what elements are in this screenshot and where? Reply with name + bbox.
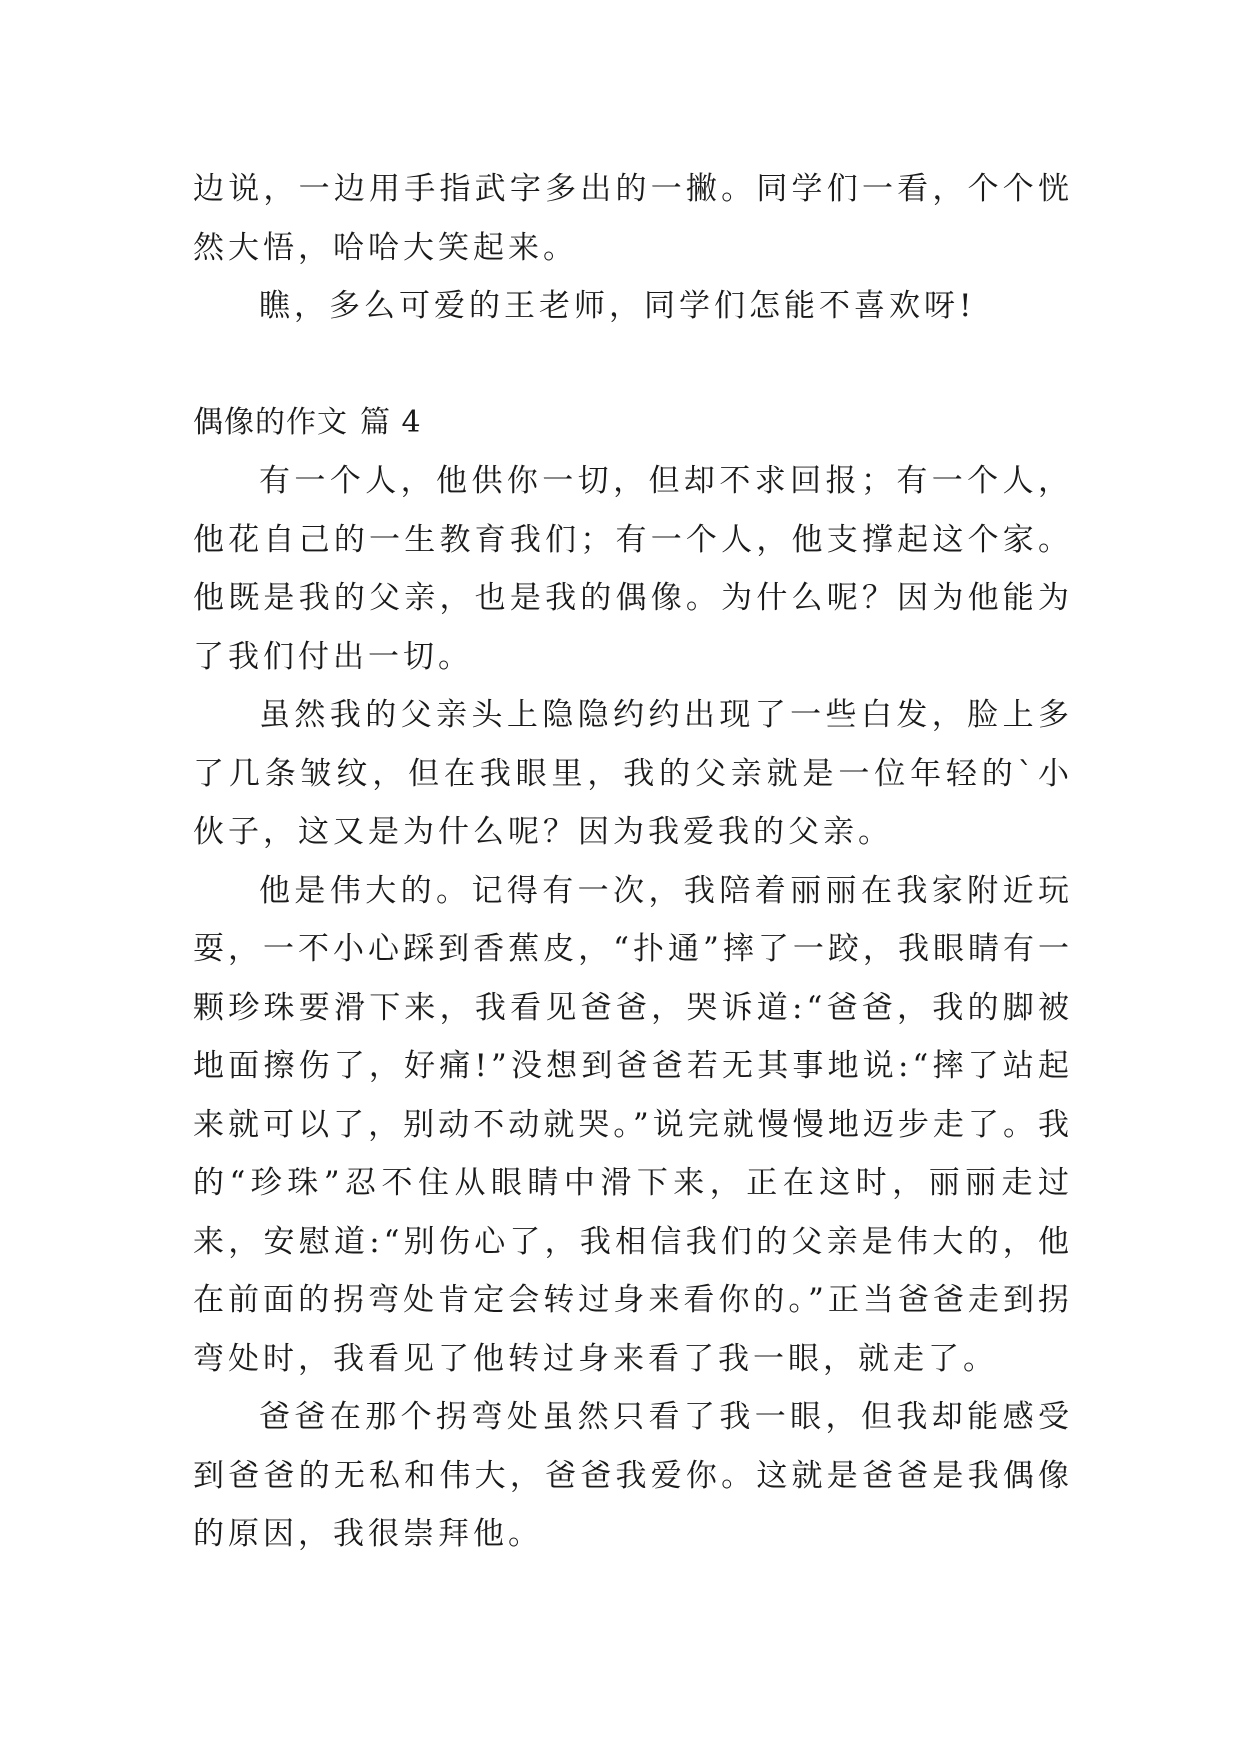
section-number: 篇 4 bbox=[360, 404, 422, 440]
section-gap bbox=[193, 336, 1073, 394]
paragraph: 虽然我的父亲头上隐隐约约出现了一些白发，脸上多了几条皱纹，但在我眼里，我的父亲就是一位年轻的`小伙子，这又是为什么呢？因为我爱我的父亲。 bbox=[193, 697, 1073, 850]
paragraph-closing: 瞧，多么可爱的王老师，同学们怎能不喜欢呀! bbox=[259, 288, 976, 324]
section-title: 偶像的作文 bbox=[193, 404, 348, 440]
section-heading bbox=[193, 394, 1073, 453]
paragraph: 有一个人，他供你一切，但却不求回报；有一个人，他花自己的一生教育我们；有一个人，他支撑起这个家。他既是我的父亲，也是我的偶像。为什么呢？因为他能为了我们付出一切。 bbox=[193, 463, 1073, 675]
document-page bbox=[193, 160, 1073, 1564]
paragraph: 他是伟大的。记得有一次，我陪着丽丽在我家附近玩耍，一不小心踩到香蕉皮，“扑通”摔了一跤，我眼睛有一颗珍珠要滑下来，我看见爸爸，哭诉道:“爸爸，我的脚被地面擦伤了，好痛!”没想到爸爸若无其事地说:“摔了站起来就可以了，别动不动就哭。”说完就慢慢地迈步走了。我的“珍珠”忍不住从眼睛中滑下来，正在这时，丽丽走过来，安慰道:“别伤心了，我相信我们的父亲是伟大的，他在前面的拐弯处肯定会转过身来看你的。”正当爸爸走到拐弯处时，我看见了他转过身来看了我一眼，就走了。 bbox=[193, 872, 1073, 1377]
paragraph-continuation: 边说，一边用手指武字多出的一撇。同学们一看，个个恍然大悟，哈哈大笑起来。 bbox=[193, 171, 1073, 266]
paragraph: 爸爸在那个拐弯处虽然只看了我一眼，但我却能感受到爸爸的无私和伟大，爸爸我爱你。这就是爸爸是我偶像的原因，我很崇拜他。 bbox=[193, 1399, 1073, 1552]
